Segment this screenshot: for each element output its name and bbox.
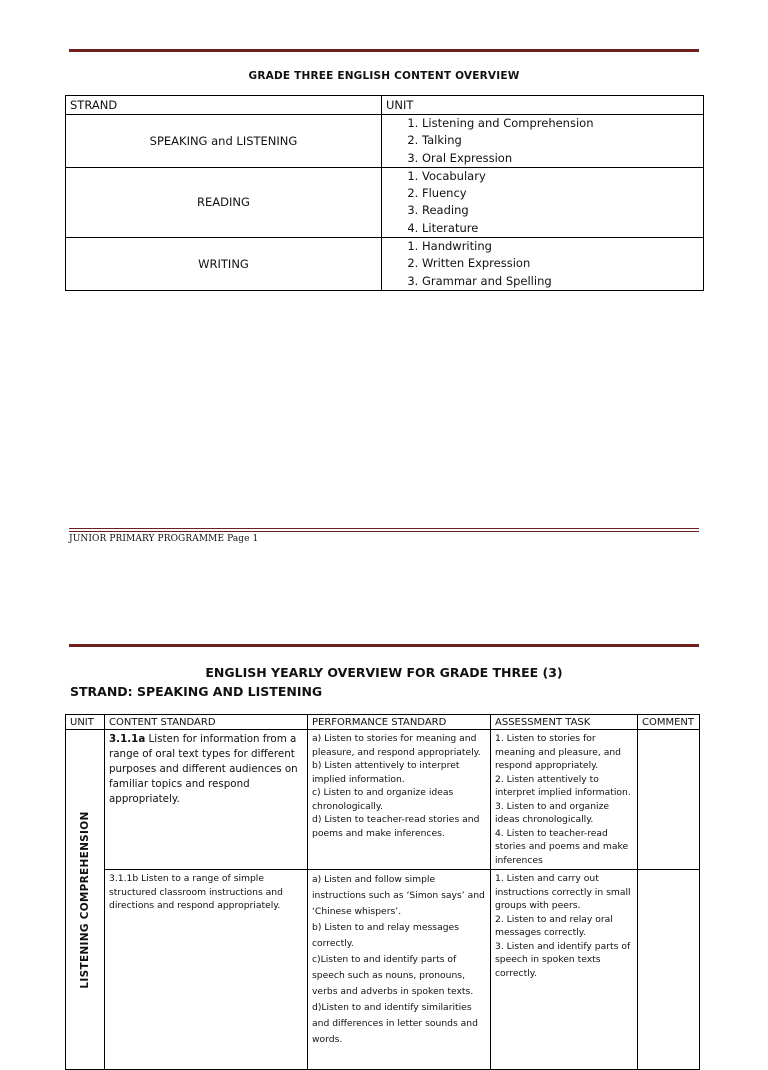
strand-cell: SPEAKING and LISTENING bbox=[66, 115, 382, 168]
unit-item: 1. Handwriting bbox=[422, 238, 703, 255]
assessment-item: 1. Listen to stories for meaning and pleasure, and respond appropriately. bbox=[495, 733, 622, 771]
unit-cell bbox=[382, 238, 704, 291]
unit-header: UNIT bbox=[382, 96, 704, 115]
content-standard-cell bbox=[105, 730, 308, 870]
unit-item: 3. Oral Expression bbox=[422, 150, 703, 167]
performance-standard-cell bbox=[308, 730, 491, 870]
assessment-item: 1. Listen and carry out instructions correctly in small groups with peers. bbox=[495, 873, 631, 911]
performance-item: c) Listen to and organize ideas chronologically. bbox=[312, 787, 454, 812]
strand-cell: WRITING bbox=[66, 238, 382, 291]
table-row bbox=[66, 870, 700, 1070]
unit-cell bbox=[382, 115, 704, 168]
standard-text: Listen for information from a range of oral text types for different purposes and different audiences on familiar topics and respond appropriately. bbox=[109, 733, 298, 805]
standard-code: 3.1.1a bbox=[109, 733, 146, 745]
assessment-item: 3. Listen to and organize ideas chronologically. bbox=[495, 800, 610, 825]
top-rule bbox=[69, 644, 699, 647]
content-standard-header: CONTENT STANDARD bbox=[105, 715, 308, 730]
performance-item: b) Listen attentively to interpret implied information. bbox=[312, 760, 460, 785]
unit-item: 2. Fluency bbox=[422, 185, 703, 202]
page-title: GRADE THREE ENGLISH CONTENT OVERVIEW bbox=[248, 70, 520, 82]
assessment-task-cell bbox=[491, 730, 638, 870]
performance-item: c)Listen to and identify parts of speech such as nouns, pronouns, verbs and adverbs in spoken texts. bbox=[312, 954, 474, 997]
content-standard-cell bbox=[105, 870, 308, 1070]
strand-heading: STRAND: SPEAKING AND LISTENING bbox=[70, 684, 323, 699]
unit-item: 2. Written Expression bbox=[422, 255, 703, 272]
unit-item: 1. Listening and Comprehension bbox=[422, 115, 703, 132]
performance-item: d) Listen to teacher-read stories and poems and make inferences. bbox=[312, 814, 480, 839]
strand-cell: READING bbox=[66, 167, 382, 237]
overview-title: ENGLISH YEARLY OVERVIEW FOR GRADE THREE (3) bbox=[205, 665, 563, 680]
assessment-item: 3. Listen and identify parts of speech in spoken texts correctly. bbox=[495, 940, 631, 979]
performance-standard-cell bbox=[308, 870, 491, 1070]
footer-rule bbox=[69, 528, 699, 529]
performance-standard-header: PERFORMANCE STANDARD bbox=[308, 715, 491, 730]
unit-item: 4. Literature bbox=[422, 220, 703, 237]
unit-item: 3. Grammar and Spelling bbox=[422, 273, 703, 290]
comment-cell bbox=[638, 730, 700, 870]
performance-item: b) Listen to and relay messages correctly. bbox=[312, 922, 459, 949]
unit-item: 2. Talking bbox=[422, 132, 703, 149]
assessment-item: 2. Listen attentively to interpret implied information. bbox=[495, 773, 631, 798]
table-row bbox=[66, 238, 704, 291]
unit-item: 3. Reading bbox=[422, 202, 703, 219]
assessment-item: 4. Listen to teacher-read stories and poems and make inferences bbox=[495, 827, 629, 866]
comment-cell bbox=[638, 870, 700, 1070]
footer-rule bbox=[69, 531, 699, 532]
assessment-task-header: ASSESSMENT TASK bbox=[491, 715, 638, 730]
performance-item: a) Listen and follow simple instructions such as ‘Simon says’ and ‘Chinese whispers’. bbox=[312, 874, 485, 917]
table-row bbox=[66, 730, 700, 870]
table-row bbox=[66, 115, 704, 168]
top-rule bbox=[69, 49, 699, 52]
unit-cell bbox=[382, 167, 704, 237]
performance-item: d)Listen to and identify similarities and differences in letter sounds and words. bbox=[312, 1002, 478, 1045]
unit-header: UNIT bbox=[66, 715, 105, 730]
strand-header: STRAND bbox=[66, 96, 382, 115]
content-overview-table bbox=[65, 95, 704, 291]
unit-cell bbox=[66, 730, 105, 1070]
unit-label: LISTENING COMPREHENSION bbox=[79, 810, 91, 989]
yearly-overview-table bbox=[65, 714, 700, 1070]
standard-text: 3.1.1b Listen to a range of simple structured classroom instructions and directions and respond appropriately. bbox=[109, 873, 283, 911]
comment-header: COMMENT bbox=[638, 715, 700, 730]
table-row bbox=[66, 167, 704, 237]
performance-item: a) Listen to stories for meaning and pleasure, and respond appropriately. bbox=[312, 733, 481, 758]
unit-item: 1. Vocabulary bbox=[422, 168, 703, 185]
page-footer: JUNIOR PRIMARY PROGRAMME Page 1 bbox=[69, 534, 259, 544]
assessment-task-cell bbox=[491, 870, 638, 1070]
assessment-item: 2. Listen to and relay oral messages correctly. bbox=[495, 913, 613, 938]
